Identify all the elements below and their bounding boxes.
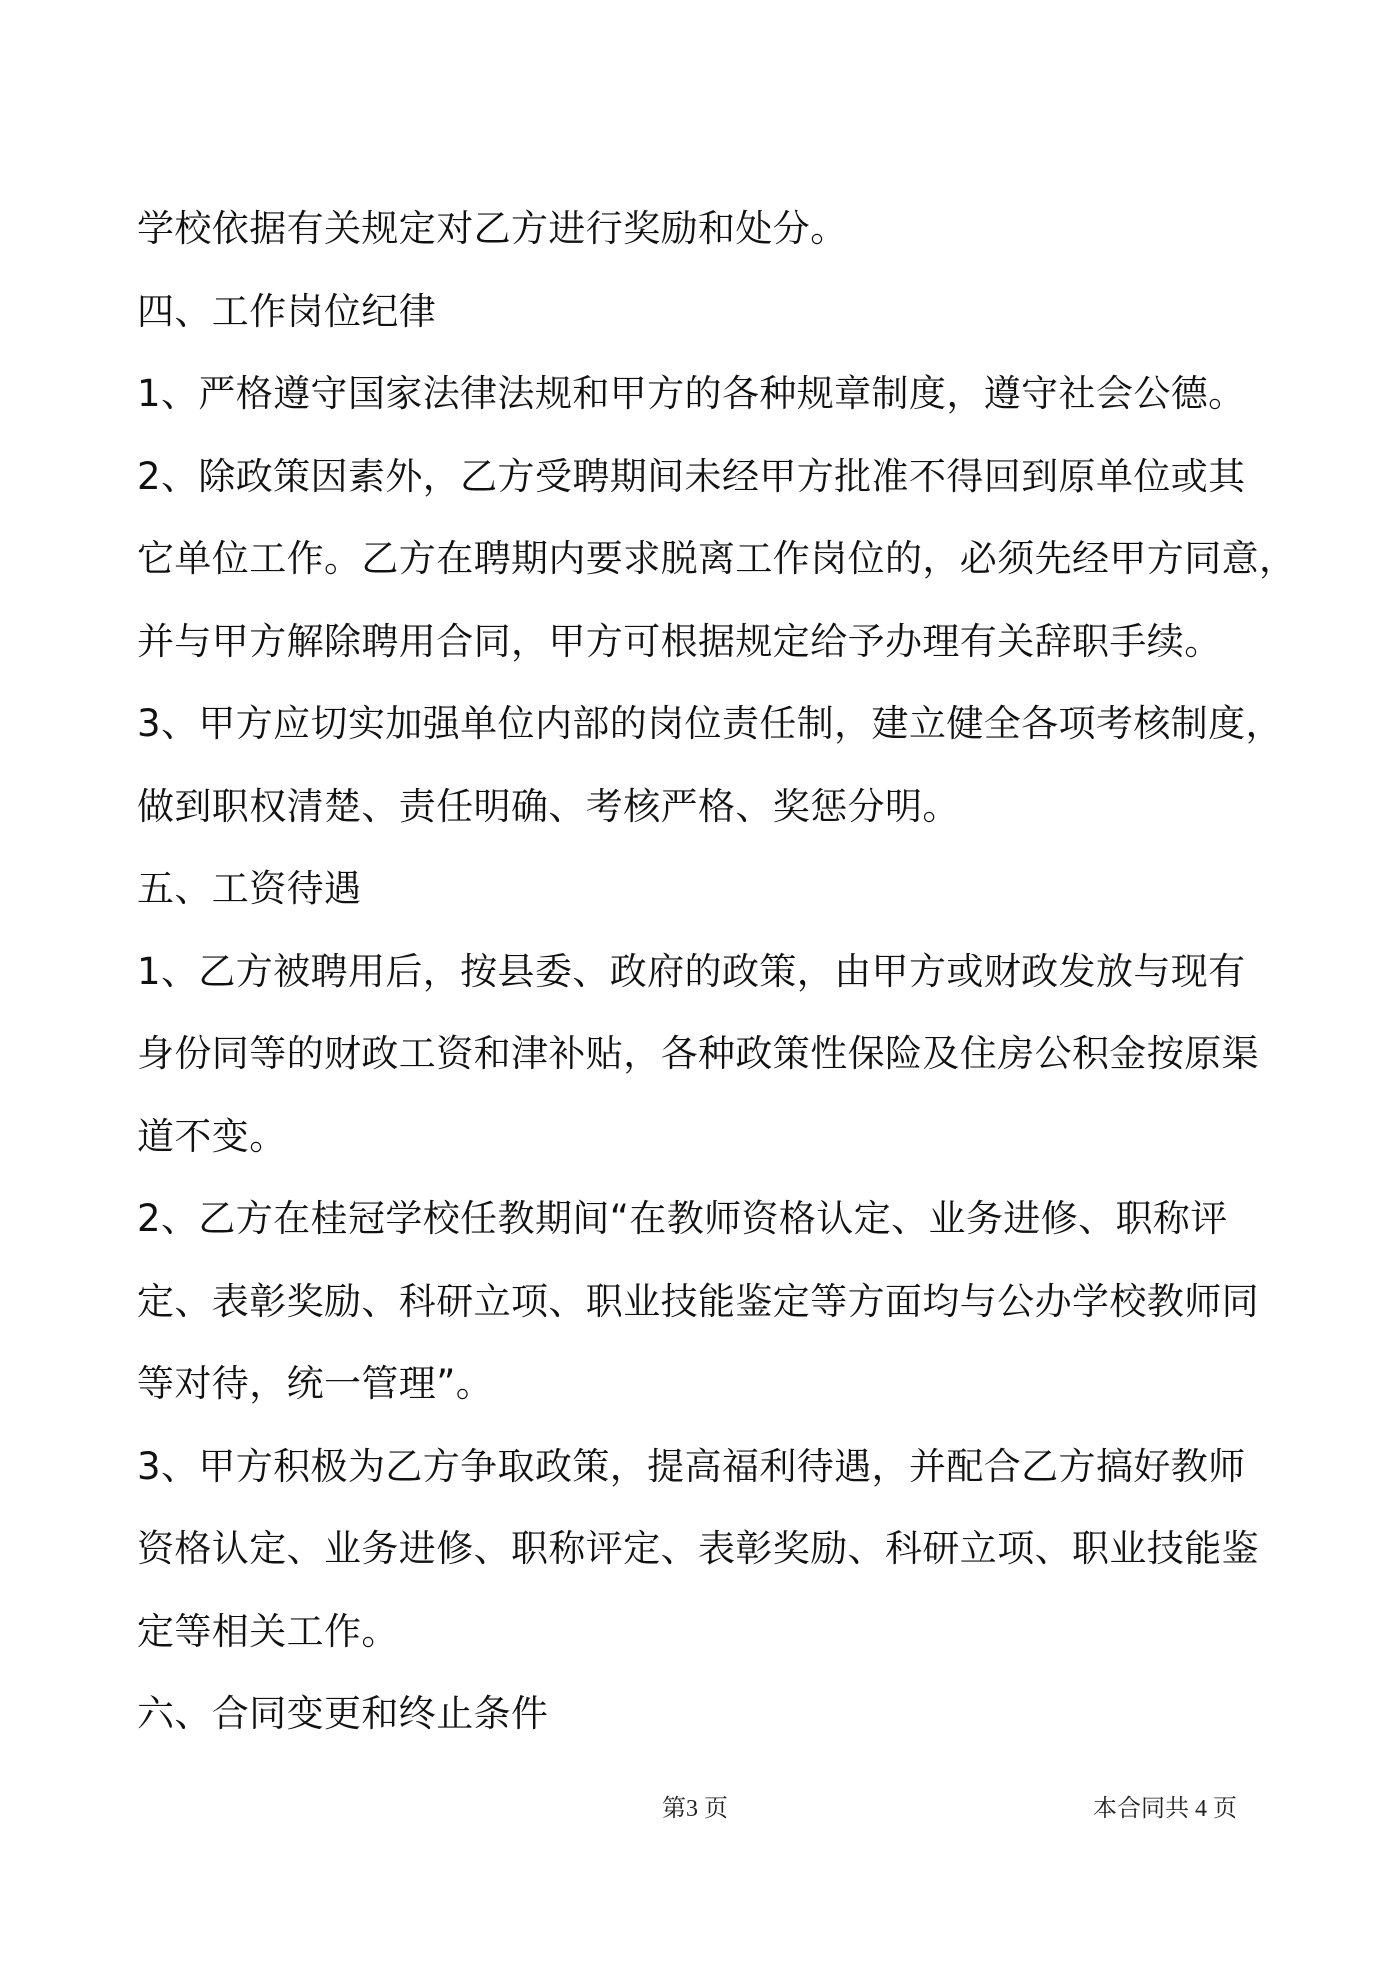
text-line: 2、乙方在桂冠学校任教期间“在教师资格认定、业务进修、职称评 [137,1197,1228,1240]
text-line: 等对待，统一管理”。 [137,1362,494,1405]
text-line: 2、除政策因素外，乙方受聘期间未经甲方批准不得回到原单位或其 [137,454,1246,498]
section-heading: 五、工资待遇 [137,867,362,910]
text-line: 3、甲方应切实加强单位内部的岗位责任制，建立健全各项考核制度， [137,702,1283,745]
text-line: 定、表彰奖励、科研立项、职业技能鉴定等方面均与公办学校教师同 [137,1279,1259,1323]
total-pages: 本合同共 4 页 [1093,1796,1237,1822]
text-line: 它单位工作。乙方在聘期内要求脱离工作岗位的，必须先经甲方同意， [137,537,1297,580]
text-line: 道不变。 [137,1114,287,1158]
text-line: 1、严格遵守国家法律法规和甲方的各种规章制度，遵守社会公德。 [137,372,1246,415]
section-heading: 六、合同变更和终止条件 [137,1692,549,1735]
text-line: 并与甲方解除聘用合同，甲方可根据规定给予办理有关辞职手续。 [137,619,1222,663]
text-line: 身份同等的财政工资和津补贴，各种政策性保险及住房公积金按原渠 [137,1032,1259,1075]
document-body [137,188,1297,1756]
page-number: 第3 页 [662,1796,728,1822]
text-line: 1、乙方被聘用后，按县委、政府的政策，由甲方或财政发放与现有 [137,949,1246,993]
section-heading: 四、工作岗位纪律 [137,289,437,333]
text-line: 定等相关工作。 [137,1609,399,1653]
text-line: 学校依据有关规定对乙方进行奖励和处分。 [137,207,848,250]
text-line: 做到职权清楚、责任明确、考核严格、奖惩分明。 [137,784,960,828]
text-line: 资格认定、业务进修、职称评定、表彰奖励、科研立项、职业技能鉴 [137,1527,1259,1570]
text-line: 3、甲方积极为乙方争取政策，提高福利待遇，并配合乙方搞好教师 [137,1444,1246,1488]
